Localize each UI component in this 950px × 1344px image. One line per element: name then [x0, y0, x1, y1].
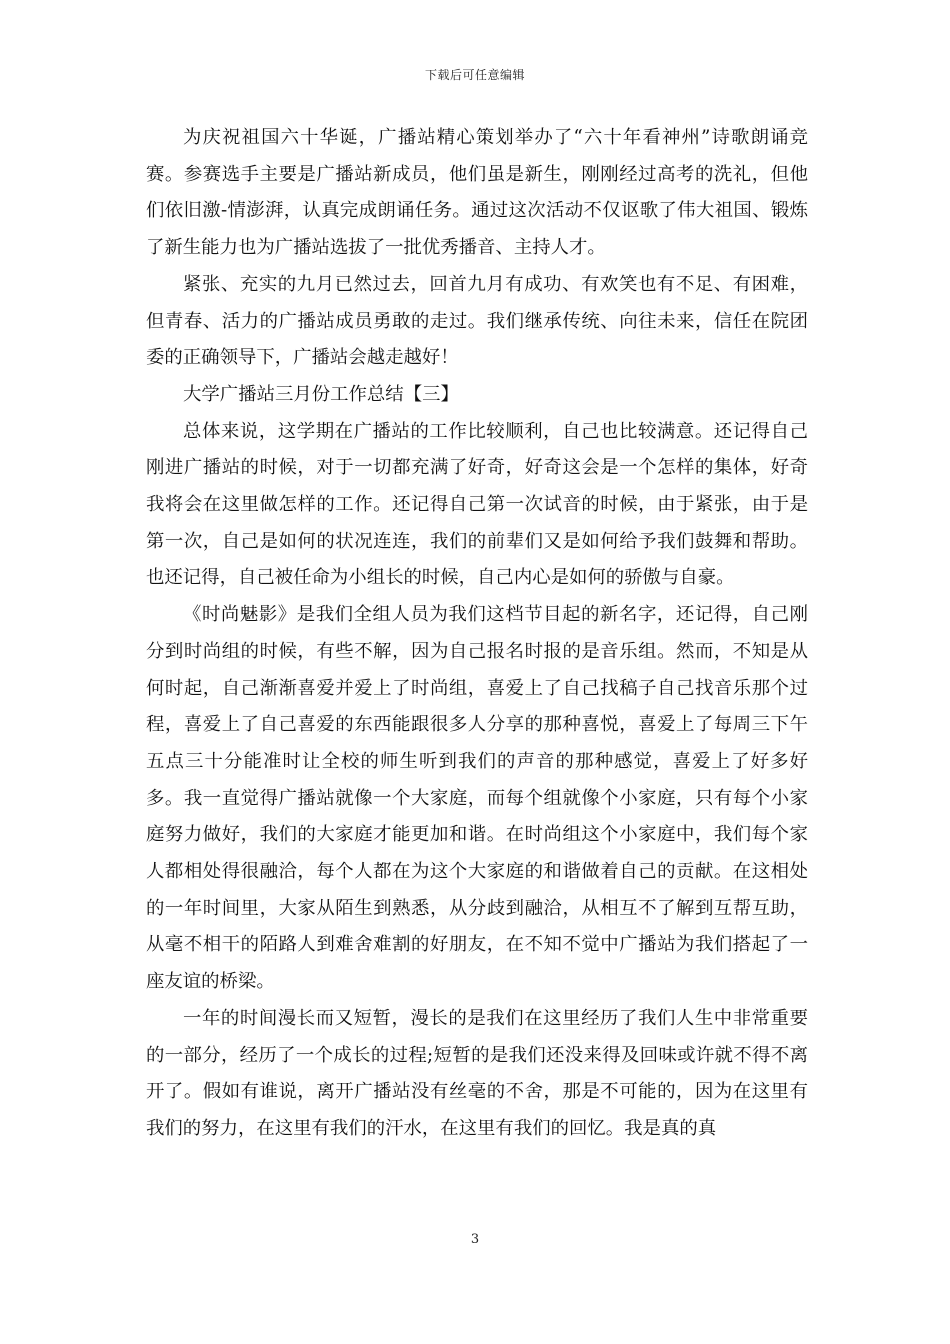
section-heading: 大学广播站三月份工作总结【三】 [183, 383, 459, 405]
paragraph-poetry-contest: 为庆祝祖国六十华诞，广播站精心策划举办了“六十年看神州”诗歌朗诵竞赛。参赛选手主要是广播站新成员，他们虽是新生，刚刚经过高考的洗礼，但他们依旧激-情澎湃，认真完成朗诵任务。通过这次活动不仅讴歌了伟大祖国、锻炼了新生能力也为广播站选拔了一批优秀播音、主持人才。 [146, 127, 808, 259]
paragraph-overall-review: 总体来说，这学期在广播站的工作比较顺利，自己也比较满意。还记得自己刚进广播站的时候，对于一切都充满了好奇，好奇这会是一个怎样的集体，好奇我将会在这里做怎样的工作。还记得自己第一次试音的时候，由于紧张，由于是第一次，自己是如何的状况连连，我们的前辈们又是如何给予我们鼓舞和帮助。也还记得，自己被任命为小组长的时候，自己内心是如何的骄傲与自豪。 [146, 420, 808, 589]
paragraph-september-summary: 紧张、充实的九月已然过去，回首九月有成功、有欢笑也有不足、有困难，但青春、活力的广播站成员勇敢的走过。我们继承传统、向往未来，信任在院团委的正确领导下，广播站会越走越好！ [146, 273, 808, 369]
paragraph-fashion-program: 《时尚魅影》是我们全组人员为我们这档节目起的新名字，还记得，自己刚分到时尚组的时候，有些不解，因为自己报名时报的是音乐组。然而，不知是从何时起，自己渐渐喜爱并爱上了时尚组，喜爱上了自己找稿子自己找音乐那个过程，喜爱上了自己喜爱的东西能跟很多人分享的那种喜悦，喜爱上了每周三下午五点三十分能准时让全校的师生听到我们的声音的那种感觉，喜爱上了好多好多。我一直觉得广播站就像一个大家庭，而每个组就像个小家庭，只有每个小家庭努力做好，我们的大家庭才能更加和谐。在时尚组这个小家庭中，我们每个家人都相处得很融洽，每个人都在为这个大家庭的和谐做着自己的贡献。在这相处的一年时间里，大家从陌生到熟悉，从分歧到融洽，从相互不了解到互帮互助，从毫不相干的陌路人到难舍难割的好朋友，在不知不觉中广播站为我们搭起了一座友谊的桥梁。 [146, 604, 808, 993]
page-number: 3 [470, 1232, 480, 1247]
paragraph-year-reflection: 一年的时间漫长而又短暂，漫长的是我们在这里经历了我们人生中非常重要的一部分，经历了一个成长的过程;短暂的是我们还没来得及回味或许就不得不离开了。假如有谁说，离开广播站没有丝毫的不舍，那是不可能的，因为在这里有我们的努力，在这里有我们的汗水，在这里有我们的回忆。我是真的真 [146, 1007, 808, 1139]
document-body [146, 120, 808, 1148]
page-header: 下载后可任意编辑 [424, 68, 525, 82]
